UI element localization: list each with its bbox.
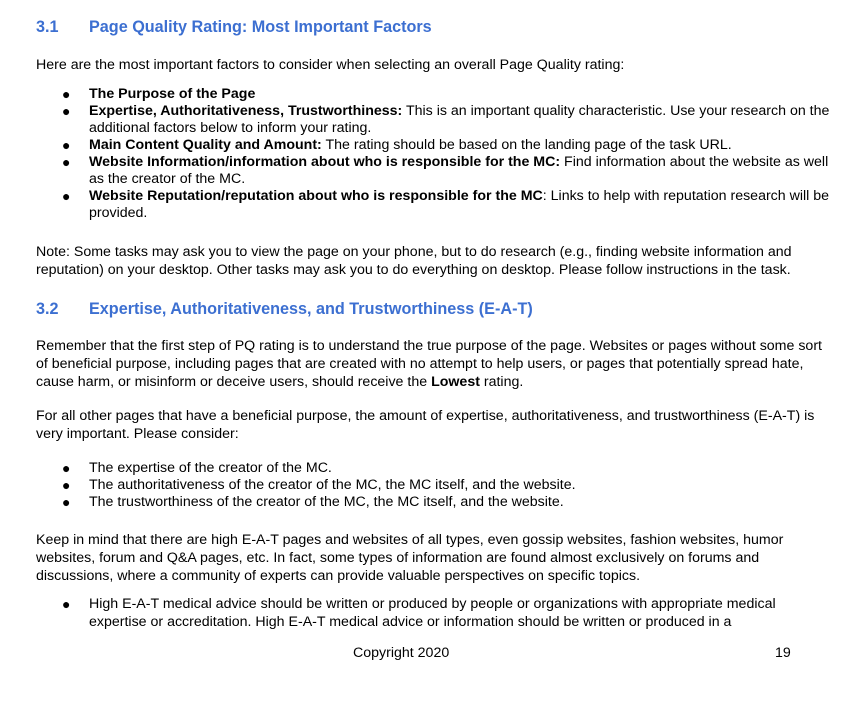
section-heading-3-2: [36, 300, 533, 319]
list-item: ● Main Content Quality and Amount: The rating should be based on the landing page of the task URL.: [62, 137, 732, 153]
high-eat-paragraph: Keep in mind that there are high E-A-T pages and websites of all types, even gossip websites, fashion websites, humor websites, forum and Q&A pages, etc. In fact, some types of information are found almost exclusively on forums and discussions, where a community of experts can provide valuable perspectives on specific topics.: [36, 532, 784, 584]
list-item: ● The trustworthiness of the creator of the MC, the MC itself, and the website.: [62, 494, 564, 510]
list-item: ● The Purpose of the Page: [62, 86, 256, 102]
purpose-paragraph: Remember that the first step of PQ rating is to understand the true purpose of the page. Websites or pages without some sort of beneficial purpose, including pages that are created with no attempt to help users, or pages that potentially spread hate, cause harm, or misinform or deceive users, should receive the Lowest rating.: [36, 338, 822, 390]
intro-paragraph: Here are the most important factors to consider when selecting an overall Page Quality rating:: [36, 57, 625, 73]
copyright-footer: Copyright 2020: [353, 645, 450, 661]
medical-list: [36, 595, 836, 631]
bullet-icon: ●: [62, 103, 71, 119]
page-number: 19: [775, 645, 791, 661]
section-title: Page Quality Rating: Most Important Factors: [89, 18, 432, 36]
bullet-icon: ●: [62, 86, 71, 102]
bullet-icon: ●: [62, 596, 71, 612]
bullet-icon: ●: [62, 494, 71, 510]
bullet-icon: ●: [62, 188, 71, 204]
note-paragraph: Note: Some tasks may ask you to view the page on your phone, but to do research (e.g., finding website information and reputation) on your desktop. Other tasks may ask you to do everything on desktop. Please follow instructions in the task.: [36, 244, 792, 278]
bullet-icon: ●: [62, 137, 71, 153]
section-heading-3-1: [36, 18, 432, 37]
list-item: ● Expertise, Authoritativeness, Trustworthiness: This is an important quality characteristic. Use your research on the additional factors below to inform your rating.: [62, 103, 830, 136]
list-item: ● The authoritativeness of the creator of the MC, the MC itself, and the website.: [62, 477, 576, 493]
list-item: ● The expertise of the creator of the MC.: [62, 460, 332, 476]
list-item: ● Website Information/information about who is responsible for the MC: Find information about the website as well as the creator of the MC.: [62, 154, 829, 187]
list-item: ● High E-A-T medical advice should be written or produced by people or organizations with appropriate medical expertise or accreditation. High E-A-T medical advice or information should be written or produced in a: [62, 596, 776, 630]
section-number: 3.1: [36, 18, 59, 36]
list-item: ● Website Reputation/reputation about who is responsible for the MC: Links to help with reputation research will be provided.: [62, 188, 830, 221]
bullet-icon: ●: [62, 460, 71, 476]
consider-list: [36, 460, 836, 511]
section-title: Expertise, Authoritativeness, and Trustworthiness (E-A-T): [89, 300, 533, 318]
bullet-icon: ●: [62, 477, 71, 493]
section-number: 3.2: [36, 300, 59, 318]
bullet-icon: ●: [62, 154, 71, 170]
consider-paragraph: For all other pages that have a beneficial purpose, the amount of expertise, authoritativeness, and trustworthiness (E-A-T) is very important. Please consider:: [36, 408, 815, 442]
factors-list: [36, 86, 836, 222]
